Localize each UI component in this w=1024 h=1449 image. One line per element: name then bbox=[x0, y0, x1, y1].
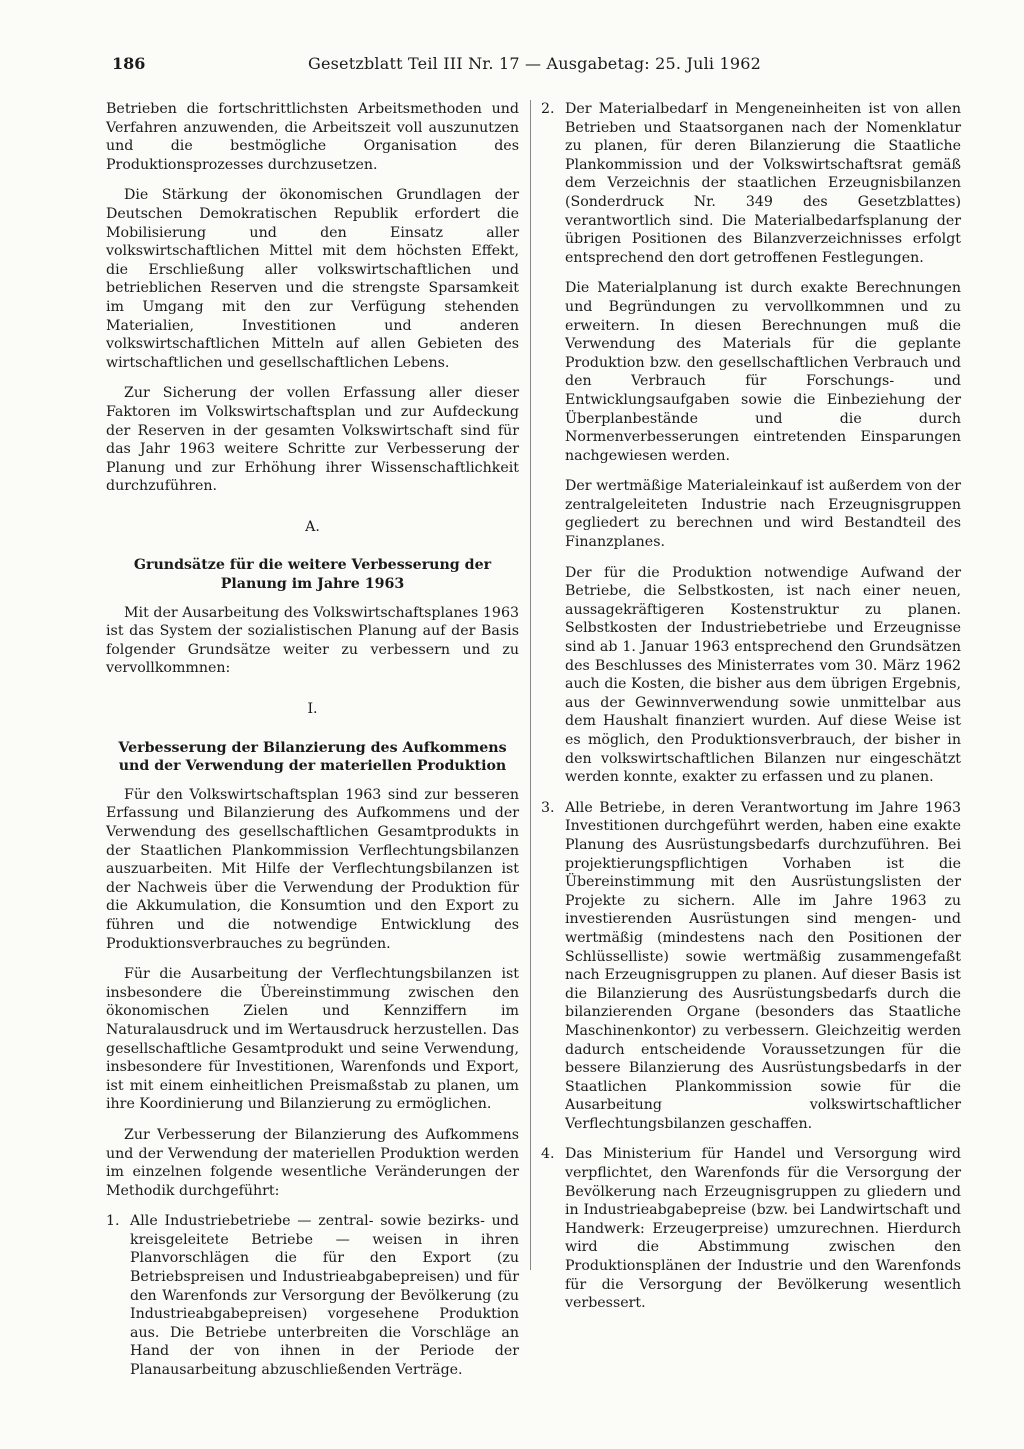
item-number: 4. bbox=[541, 1146, 555, 1163]
paragraph: Für die Ausarbeitung der Verflechtungsbilanzen ist insbesondere die Übereinstimmung zwischen den ökonomischen Zielen und Kennziffern im Naturalausdruck und im Wertausdruck herzustellen. Das gesellschaftliche Gesamtprodukt und seine Verwendung, insbesondere für Investitionen, Warenfonds und Export, ist mit einem einheitlichen Preismaßstab zu planen, um ihre Koordinierung und Bilanzierung zu ermöglichen. bbox=[106, 966, 519, 1113]
paragraph: Der für die Produktion notwendige Aufwand der Betriebe, die Selbstkosten, ist nach einer neuen, aussagekräftigeren Kostenstruktur zu planen. Selbstkosten der Industriebetriebe und Erzeugnisse sind ab 1. Januar 1963 entsprechend den Grundsätzen des Beschlusses des Ministerrates vom 30. März 1962 auch die Kosten, die bisher aus dem übrigen Ergebnis, aus der Gewinnverwendung sowie unmittelbar aus dem Haushalt finanziert wurden. Auf diese Weise ist es möglich, den Produktionsverbrauch, der bisher in den volkswirtschaftlichen Bilanzen nur eingeschätzt werden konnte, exakter zu erfassen und zu planen. bbox=[565, 564, 961, 786]
item-text: Der Materialbedarf in Mengeneinheiten ist von allen Betrieben und Staatsorganen nach der Nomenklatur zu planen, für deren Bilanzierung die Staatliche Plankommission und der Volkswirtschaftsrat gemäß dem Verzeichnis der staatlichen Erzeugnisbilanzen (Sonderdruck Nr. 349 des Gesetzblattes) verantwortlich sind. Die Materialbedarfsplanung der übrigen Positionen des Bilanzverzeichnisses erfolgt entsprechend den dort getroffenen Festlegungen. bbox=[565, 101, 961, 266]
left-column bbox=[106, 100, 519, 1392]
paragraph: Die Stärkung der ökonomischen Grundlagen der Deutschen Demokratischen Republik erfordert die Mobilisierung und den Einsatz aller volkswirtschaftlichen Mittel mit dem höchsten Effekt, die Erschließung aller volkswirtschaftlichen und betrieblichen Reserven und die strengste Sparsamkeit im Umgang mit den zur Verfügung stehenden Materialien, Investitionen und anderen volkswirtschaftlichen Mitteln auf allen Gebieten des wirtschaftlichen und gesellschaftlichen Lebens. bbox=[106, 187, 519, 371]
item-number: 1. bbox=[106, 1213, 120, 1230]
paragraph: Mit der Ausarbeitung des Volkswirtschaftsplanes 1963 ist das System der sozialistischen Planung auf der Basis folgender Grundsätze weiter zu verbessern und zu vervollkommnen: bbox=[106, 604, 519, 677]
item-text: Das Ministerium für Handel und Versorgung wird verpflichtet, den Warenfonds für die Versorgung der Bevölkerung nach Erzeugnisgruppen zu gliedern und in Industrieabgabepreise (bzw. bei Landwirtschaft und Handwerk: Erzeugerpreise) umzurechnen. Hierdurch wird die Abstimmung zwischen den Produktionsplänen der Industrie und den Warenfonds für die Versorgung der Bevölkerung wesentlich verbessert. bbox=[565, 1146, 961, 1312]
right-column bbox=[541, 100, 961, 1325]
paragraph: Zur Verbesserung der Bilanzierung des Aufkommens und der Verwendung der materiellen Produktion werden im einzelnen folgende wesentliche Veränderungen der Methodik durchgeführt: bbox=[106, 1126, 519, 1199]
list-item bbox=[541, 1145, 961, 1312]
paragraph: Betrieben die fortschrittlichsten Arbeitsmethoden und Verfahren anzuwenden, die Arbeitszeit voll auszunutzen und die bestmögliche Organisation des Produktionsprozesses durchzusetzen. bbox=[106, 101, 519, 173]
paragraph: Für den Volkswirtschaftsplan 1963 sind zur besseren Erfassung und Bilanzierung des Aufkommens und der Verwendung des gesellschaftlichen Gesamtprodukts in der Staatlichen Plankommission Verflechtungsbilanzen auszuarbeiten. Mit Hilfe der Verflechtungsbilanzen ist der Nachweis über die Verwendung der Produktion für die Akkumulation, die Konsumtion und den Export zu führen und die notwendige Entwicklung des Produktionsverbrauches zu begründen. bbox=[106, 786, 519, 952]
section-heading: Grundsätze für die weitere Verbesserung der Planung im Jahre 1963 bbox=[133, 557, 492, 593]
paragraph: Der wertmäßige Materialeinkauf ist außerdem von der zentralgeleiteten Industrie nach Erzeugnisgruppen gegliedert zu berechnen und wird Bestandteil des Finanzplanes. bbox=[565, 478, 961, 551]
section-letter: A. bbox=[305, 518, 320, 535]
item-number: 3. bbox=[541, 799, 555, 816]
list-item bbox=[106, 1212, 519, 1379]
paragraph: Zur Sicherung der vollen Erfassung aller dieser Faktoren im Volkswirtschaftsplan und zur Aufdeckung der Reserven in der gesamten Volkswirtschaft sind für das Jahr 1963 weitere Schritte zur Verbesserung der Planung und zur Erhöhung ihrer Wissenschaftlichkeit durchzuführen. bbox=[106, 385, 519, 495]
item-number: 2. bbox=[541, 101, 555, 117]
running-title: Gesetzblatt Teil III Nr. 17 — Ausgabetag: 25. Juli 1962 bbox=[308, 54, 762, 73]
item-text: Alle Betriebe, in deren Verantwortung im Jahre 1963 Investitionen durchgeführt werden, haben eine exakte Planung des Ausrüstungsbedarfs durchzuführen. Bei projektierungspflichtigen Vorhaben ist die Übereinstimmung mit den Ausrüstungslisten der Projekte zu sichern. Alle im Jahre 1963 zu investierenden Ausrüstungen sind mengen- und wertmäßig (mindestens nach den Positionen der Schlüsselliste) sowie wertmäßig zusammengefaßt nach Erzeugnisgruppen zu planen. Auf dieser Basis ist die Bilanzierung des Ausrüstungsbedarfs durch die bilanzierenden Organe (besonders das Staatliche Maschinenkontor) zu verbessern. Gleichzeitig werden dadurch entscheidende Voraussetzungen für die bessere Bilanzierung des Ausrüstungsbedarfs in der Staatlichen Plankommission sowie für die Ausarbeitung volkswirtschaftlicher Verflechtungsbilanzen geschaffen. bbox=[565, 799, 961, 1132]
page-number: 186 bbox=[112, 54, 146, 73]
section-roman: I. bbox=[307, 701, 318, 718]
list-item bbox=[541, 100, 961, 267]
paragraph: Die Materialplanung ist durch exakte Berechnungen und Begründungen zu vervollkommnen und zu erweitern. In diesen Berechnungen muß die Verwendung des Materials für die geplante Produktion bzw. den gesellschaftlichen Verbrauch und den Verbrauch für Forschungs- und Entwicklungsaufgaben sowie die Einbeziehung der Überplanbestände und die durch Normenverbesserungen eintretenden Einsparungen nachgewiesen werden. bbox=[565, 280, 961, 464]
item-text: Alle Industriebetriebe — zentral- sowie bezirks- und kreisgeleitete Betriebe — weisen in ihren Planvorschlägen die für den Export (zu Betriebspreisen und Industrieabgabepreisen) und für den Warenfonds zur Versorgung der Bevölkerung (zu Industrieabgabepreisen) vorgesehene Produktion aus. Die Betriebe unterbreiten die Vorschläge an Hand der von ihnen in der Periode der Planausarbeitung abzuschließenden Verträge. bbox=[130, 1213, 519, 1379]
column-divider bbox=[530, 100, 531, 1270]
section-heading: Verbesserung der Bilanzierung des Aufkommens und der Verwendung der materiellen Produktion bbox=[118, 739, 507, 775]
list-item bbox=[541, 799, 961, 1134]
page-header bbox=[112, 54, 960, 78]
